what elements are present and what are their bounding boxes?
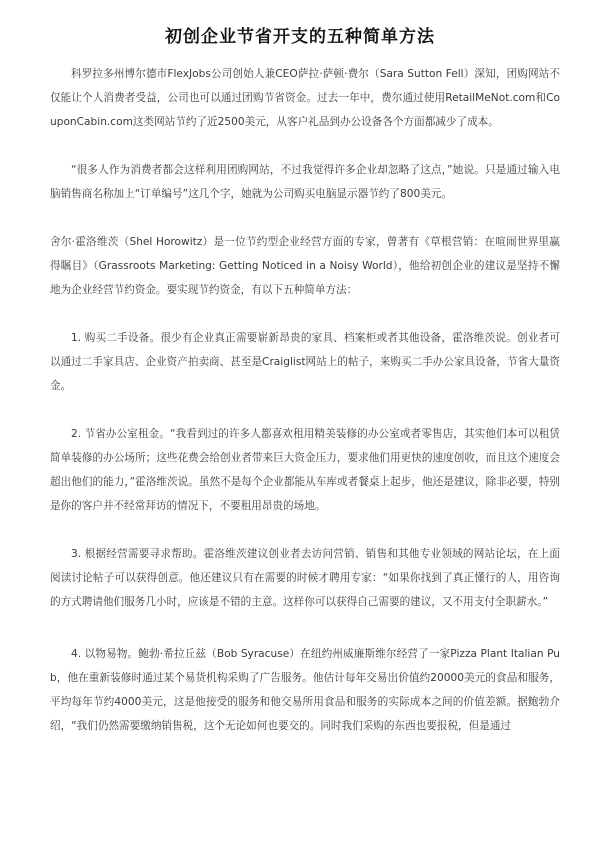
paragraph-tip-2: 2. 节省办公室租金。“我看到过的许多人都喜欢租用精美装修的办公室或者零售店，其实他们本可以租赁简单装修的办公场所；这些花费会给创业者带来巨大资金压力，要求他们用更快的速度创收，而且这个速度会超出他们的能力，”霍洛维茨说。虽然不是每个企业都能从车库或者餐桌上起步，他还是建议，除非必要，特别是你的客户并不经常拜访的情况下，不要租用昂贵的场地。 xyxy=(50,428,560,512)
paragraph-tip-1: 1. 购买二手设备。很少有企业真正需要崭新昂贵的家具、档案柜或者其他设备，霍洛维茨说。创业者可以通过二手家具店、企业资产拍卖商、甚至是Craiglist网站上的帖子，来购买二手办公家具设备，节省大量资金。 xyxy=(50,332,560,392)
article-body xyxy=(50,62,560,738)
article-title: 初创企业节省开支的五种简单方法 xyxy=(165,27,435,47)
paragraph-intro: 科罗拉多州博尔德市FlexJobs公司创始人兼CEO萨拉·萨顿·费尔（Sara Sutton Fell）深知，团购网站不仅能让个人消费者受益，公司也可以通过团购节省资金。过去一年中，费尔通过使用RetailMeNot.com和CouponCabin.com这类网站节约了近2500美元，从客户礼品到办公设备各个方面都减少了成本。 xyxy=(50,68,560,128)
paragraph-quote: “很多人作为消费者都会这样利用团购网站，不过我觉得许多企业却忽略了这点，”她说。只是通过输入电脑销售商名称加上“订单编号”这几个字，她就为公司购买电脑显示器节约了800美元。 xyxy=(50,164,560,200)
paragraph-expert: 舍尔·霍洛维茨（Shel Horowitz）是一位节约型企业经营方面的专家，曾著有《草根营销：在喧闹世界里赢得瞩目》（Grassroots Marketing: Getting Noticed in a Noisy World），他给初创企业的建议是坚持不懈地为企业经营节约资金。要实现节约资金，有以下五种简单方法： xyxy=(50,236,560,296)
paragraph-tip-3: 3. 根据经营需要寻求帮助。霍洛维茨建议创业者去访问营销、销售和其他专业领域的网站论坛，在上面阅读讨论帖子可以获得创意。他还建议只有在需要的时候才聘用专家：“如果你找到了真正懂行的人，用咨询的方式聘请他们服务几小时，应该是不错的主意。这样你可以获得自己需要的建议，又不用支付全职薪水。” xyxy=(50,548,560,608)
paragraph-tip-4: 4. 以物易物。鲍勃·希拉丘兹（Bob Syracuse）在纽约州威廉斯维尔经营了一家Pizza Plant Italian Pub，他在重新装修时通过某个易货机构采购了广告服务。他估计每年交易出价值约20000美元的食品和服务，平均每年节约4000美元，这是他接受的服务和他交易所用食品和服务的实际成本之间的价值差额。据鲍勃介绍，“我们仍然需要缴纳销售税，这个无论如何也要交的。同时我们采购的东西也要报税，但是通过 xyxy=(50,648,560,732)
